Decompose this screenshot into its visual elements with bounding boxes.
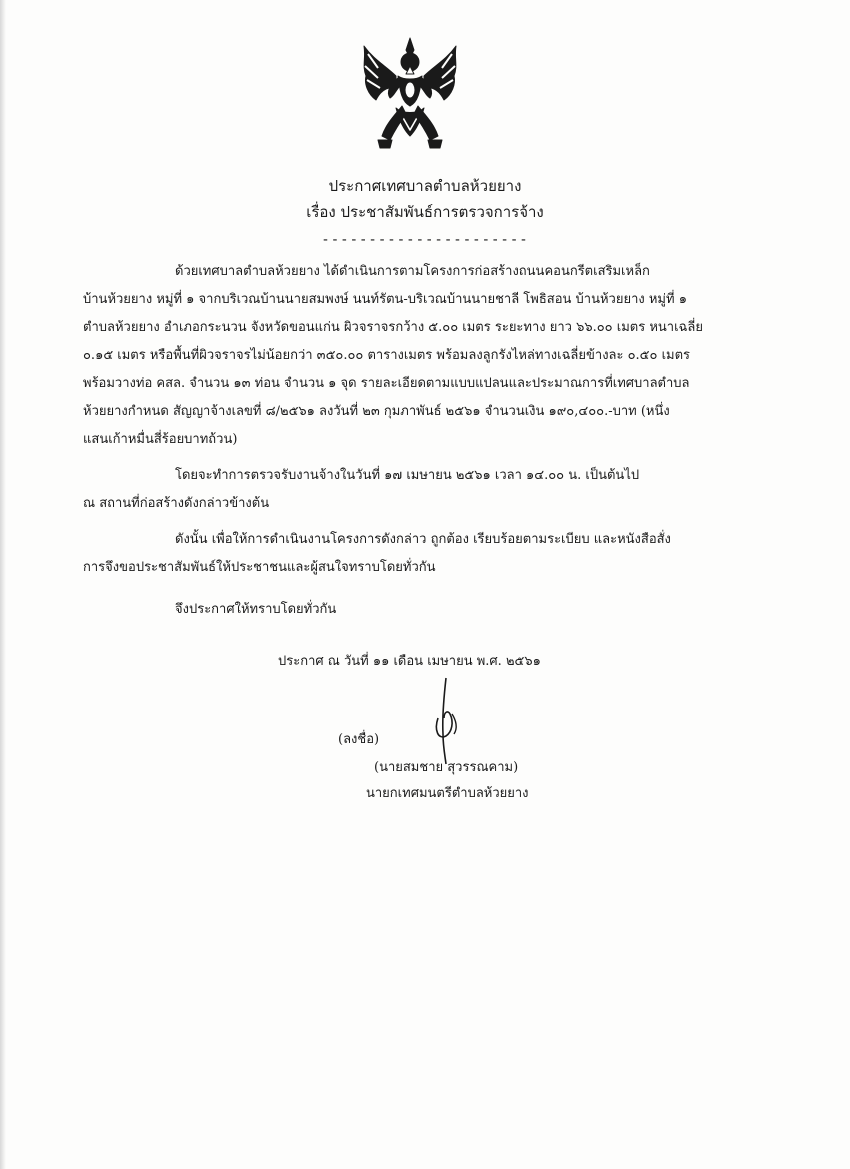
announcement-subject: เรื่อง ประชาสัมพันธ์การตรวจการจ้าง [306,203,544,221]
signer-name: (นายสมชาย สุวรรณคาม) [374,760,519,775]
paragraph-1-line: ๐.๑๕ เมตร หรือพื้นที่ผิวจราจรไม่น้อยกว่า ๓๕๐.๐๐ ตารางเมตร พร้อมลงลูกรังไหล่ทางเฉลี่ยข้างละ ๐.๕๐ เมตร [83,348,691,363]
paragraph-1-line: ตำบลห้วยยาง อำเภอกระนวน จังหวัดขอนแก่น ผิวจราจรกว้าง ๕.๐๐ เมตร ระยะทาง ยาว ๖๖.๐๐ เมตร หนาเฉลี่ย [83,320,703,335]
garuda-right-foot [428,140,442,148]
paragraph-3-line: การจึงขอประชาสัมพันธ์ให้ประชาชนและผู้สนใจทราบโดยทั่วกัน [83,560,436,575]
paragraph-2-line: โดยจะทำการตรวจรับงานจ้างในวันที่ ๑๗ เมษายน ๒๕๖๑ เวลา ๑๔.๐๐ น. เป็นต้นไป [175,468,640,483]
paragraph-1-line: แสนเก้าหมื่นสี่ร้อยบาทถ้วน) [83,432,238,447]
paragraph-1-line: ห้วยยางกำหนด สัญญาจ้างเลขที่ ๘/๒๕๖๑ ลงวันที่ ๒๓ กุมภาพันธ์ ๒๕๖๑ จำนวนเงิน ๑๙๐,๔๐๐.-บาท (หนึ่ง [83,404,670,419]
announcement-date: ประกาศ ณ วันที่ ๑๑ เดือน เมษายน พ.ศ. ๒๕๖๑ [278,654,541,669]
handwritten-signature [428,676,468,766]
announce-line: จึงประกาศให้ทราบโดยทั่วกัน [175,602,337,617]
garuda-crown [406,38,414,54]
garuda-emblem-icon [356,36,464,154]
title-divider: ---------------------- [321,232,529,248]
paragraph-1-line: ด้วยเทศบาลตำบลห้วยยาง ได้ดำเนินการตามโครงการก่อสร้างถนนคอนกรีตเสริมเหล็ก [175,264,650,279]
garuda-left-foot [378,140,392,148]
sign-label: (ลงชื่อ) [338,732,380,747]
announcement-title: ประกาศเทศบาลตำบลห้วยยาง [328,177,522,195]
paragraph-2-line: ณ สถานที่ก่อสร้างดังกล่าวข้างต้น [83,496,270,511]
paragraph-3-line: ดังนั้น เพื่อให้การดำเนินงานโครงการดังกล่าว ถูกต้อง เรียบร้อยตามระเบียบ และหนังสือสั่ง [175,532,671,547]
signer-position: นายกเทศมนตรีตำบลห้วยยาง [366,786,529,801]
paragraph-1-line: พร้อมวางท่อ คสล. จำนวน ๑๓ ท่อน จำนวน ๑ จุด รายละเอียดตามแบบแปลนและประมาณการที่เทศบาลตำบล [83,376,690,391]
paragraph-1-line: บ้านห้วยยาง หมู่ที่ ๑ จากบริเวณบ้านนายสมพงษ์ นนท์รัตน-บริเวณบ้านนายชาลี โพธิสอน บ้านห้วยยาง หมู่ที่ ๑ [83,292,687,307]
